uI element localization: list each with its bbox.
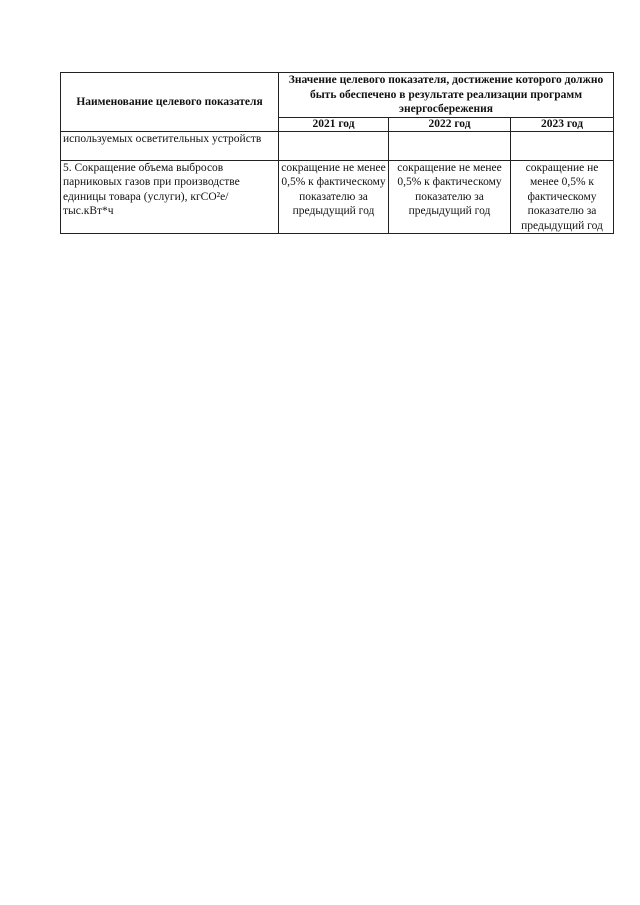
row-value-2023: [511, 131, 614, 160]
header-year-2021: 2021 год: [279, 117, 389, 131]
header-target-value: Значение целевого показателя, достижение которого должно быть обеспечено в результате реализации программ энергосбережения: [279, 73, 614, 118]
row-indicator-name: 5. Сокращение объема выбросов парниковых газов при производстве единицы товара (услуги), кгCO²е/тыс.кВт*ч: [61, 160, 279, 234]
row-value-2022: сокращение не менее 0,5% к фактическому показателю за предыдущий год: [389, 160, 511, 234]
row-indicator-name: используемых осветительных устройств: [61, 131, 279, 160]
header-year-2022: 2022 год: [389, 117, 511, 131]
table-row: [61, 131, 614, 160]
row-value-2023: сокращение не менее 0,5% к фактическому показателю за предыдущий год: [511, 160, 614, 234]
header-row: [61, 73, 614, 118]
row-value-2021: [279, 131, 389, 160]
header-indicator-name: Наименование целевого показателя: [61, 73, 279, 132]
target-indicators-table: [60, 72, 614, 234]
row-value-2021: сокращение не менее 0,5% к фактическому показателю за предыдущий год: [279, 160, 389, 234]
row-value-2022: [389, 131, 511, 160]
header-year-2023: 2023 год: [511, 117, 614, 131]
table-row: [61, 160, 614, 234]
